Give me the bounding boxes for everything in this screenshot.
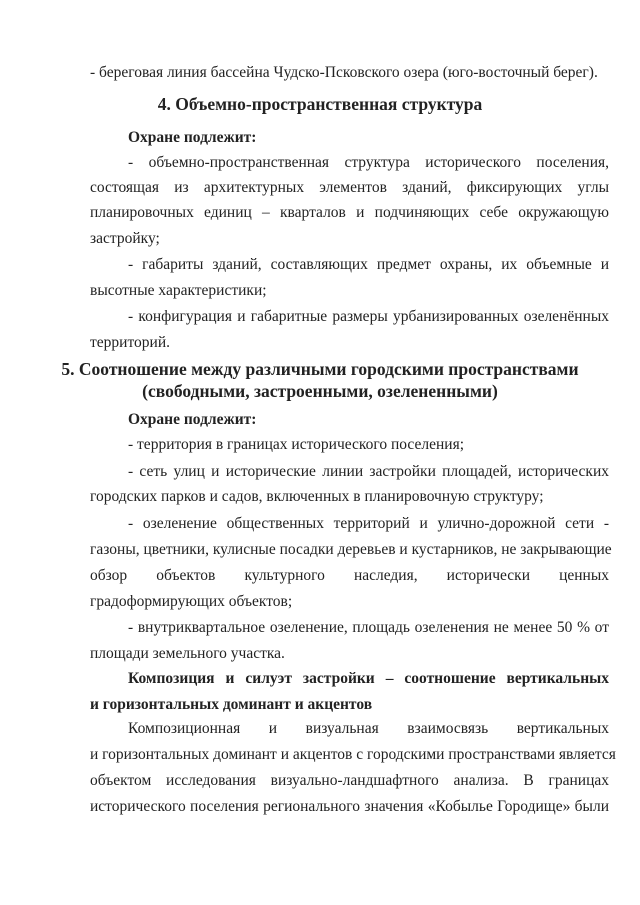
paragraph-line: высотные характеристики; bbox=[90, 282, 267, 299]
section-heading-5-line2: (свободными, застроенными, озелененными) bbox=[142, 381, 498, 401]
paragraph-line: - габариты зданий, составляющих предмет охраны, их объемные и bbox=[128, 256, 609, 273]
paragraph-line: и горизонтальных доминант и акцентов с городскими пространствами является bbox=[90, 746, 616, 763]
paragraph-line: обзор объектов культурного наследия, исторически ценных bbox=[90, 567, 609, 584]
paragraph-line: - береговая линия бассейна Чудско-Псковского озера (юго-восточный берег). bbox=[90, 64, 598, 81]
paragraph-line: - территория в границах исторического поселения; bbox=[128, 436, 465, 453]
paragraph-line: состоящая из архитектурных элементов зданий, фиксирующих углы bbox=[90, 179, 609, 196]
section-heading-5-line1: 5. Соотношение между различными городскими пространствами bbox=[61, 359, 579, 379]
bold-heading-composition-line1: Композиция и силуэт застройки – соотношение вертикальных bbox=[128, 670, 609, 687]
paragraph-line: планировочных единиц – кварталов и подчиняющих себе окружающую bbox=[90, 204, 609, 221]
paragraph-line: городских парков и садов, включенных в планировочную структуру; bbox=[90, 488, 544, 505]
paragraph-line: - конфигурация и габаритные размеры урбанизированных озеленённых bbox=[128, 308, 609, 325]
paragraph-line: - внутриквартальное озеленение, площадь озеленения не менее 50 % от bbox=[128, 619, 609, 636]
paragraph-line: исторического поселения регионального значения «Кобылье Городище» были bbox=[90, 798, 609, 815]
section-heading-4: 4. Объемно-пространственная структура bbox=[157, 94, 483, 114]
paragraph-line: застройку; bbox=[90, 230, 160, 247]
paragraph-line: Композиционная и визуальная взаимосвязь вертикальных bbox=[128, 720, 609, 737]
paragraph-line: - озеленение общественных территорий и улично-дорожной сети - bbox=[128, 515, 609, 532]
paragraph-line: газоны, цветники, кулисные посадки деревьев и кустарников, не закрывающие bbox=[90, 541, 612, 558]
paragraph-line: площади земельного участка. bbox=[90, 645, 285, 662]
paragraph-line: объектом исследования визуально-ландшафтного анализа. В границах bbox=[90, 772, 609, 789]
subheading-protect: Охране подлежит: bbox=[128, 411, 257, 428]
bold-heading-composition-line2: и горизонтальных доминант и акцентов bbox=[90, 696, 373, 713]
paragraph-line: - сеть улиц и исторические линии застройки площадей, исторических bbox=[128, 463, 609, 480]
paragraph-line: градоформирующих объектов; bbox=[90, 593, 293, 610]
paragraph-line: - объемно-пространственная структура исторического поселения, bbox=[128, 154, 609, 171]
paragraph-line: территорий. bbox=[90, 334, 170, 351]
subheading-protect: Охране подлежит: bbox=[128, 129, 257, 146]
